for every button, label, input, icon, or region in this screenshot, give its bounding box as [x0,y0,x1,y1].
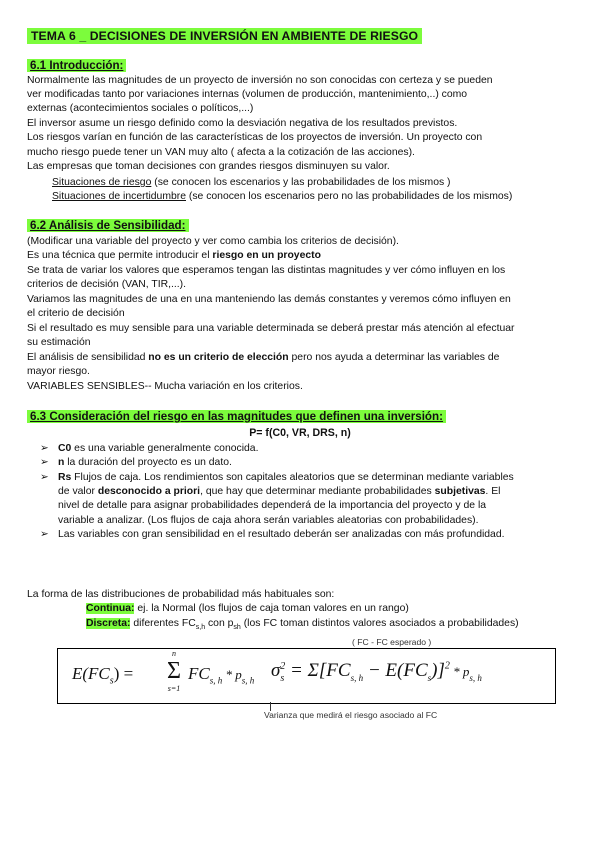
bold-text: subjetivas [434,486,486,497]
bold-text: Rs [58,472,72,483]
discrete-label: Discreta: [86,618,131,629]
paragraph-line: Si el resultado es muy sensible para una variable determinada se deberá prestar más atención al efectuar [27,323,515,334]
paragraph-line: su estimación [27,337,91,348]
text-run: Flujos de caja. Los rendimientos son capitales aleatorios que se determinan mediante variables [71,472,514,483]
arrow-bullet-icon: ➢ [40,443,49,454]
text-run: pero nos ayuda a determinar las variables de [288,352,500,363]
expected-value-terms [188,664,254,685]
text-run: , que hay que determinar mediante probabilidades [200,486,435,497]
text-run: . El [485,486,501,497]
subscript: s [109,675,114,687]
arrow-bullet-icon: ➢ [40,457,49,468]
section-heading-introduction: 6.1 Introducción: [27,59,126,72]
superscript: 2 [444,660,450,672]
subscript: s, h [209,675,223,686]
variance-formula [271,660,482,684]
subscript: s, h [241,675,255,686]
page-title: TEMA 6 _ DECISIONES DE INVERSIÓN EN AMBIENTE DE RIESGO [27,28,422,44]
section-heading-risk-magnitudes: 6.3 Consideración del riesgo en las magnitudes que definen una inversión: [27,410,446,423]
bold-text: C0 [58,443,72,454]
uncertainty-situation-desc: (se conocen los escenarios pero no las probabilidades de los mismos) [186,191,513,202]
paragraph-line: mayor riesgo. [27,366,90,377]
expected-value-formula [72,664,133,686]
paragraph-line: Las empresas que toman decisiones con grandes riesgos disminuyen su valor. [27,161,390,172]
sum-upper-limit: n [172,649,176,658]
paragraph-line: El inversor asume un riesgo definido como la desviación negativa de los resultados previstos. [27,118,458,129]
text-run: = Σ[FC [285,660,351,681]
continuous-label: Continua: [86,603,135,614]
text-run: con p [205,618,234,629]
text-run: ) = [113,664,134,683]
bold-text: no es un criterio de elección [148,352,289,363]
text-run: σ [271,660,281,681]
text-run: de valor [58,486,98,497]
subscript: s,h [195,624,206,632]
section-heading-sensitivity: 6.2 Análisis de Sensibilidad: [27,219,189,232]
bold-text: desconocido a priori [97,486,201,497]
text-run: (los FC toman distintos valores asociados a probabilidades) [240,618,519,629]
bold-text: riesgo en un proyecto [212,250,321,261]
paragraph-line [27,249,321,262]
function-formula: P= f(C0, VR, DRS, n) [249,427,351,439]
text-run: nivel de detalle para asignar probabilidades dependerá de la importancia del proyecto y de la [58,500,487,511]
formula-box [57,648,556,704]
text-run: FC [188,664,210,683]
continuous-text: ej. la Normal (los flujos de caja toman valores en un rango) [134,603,409,614]
paragraph-line: mucho riesgo puede tener un VAN muy alto ( afecta a la cotización de las acciones). [27,147,415,158]
paragraph-line: Se trata de variar los valores que esperamos tengan las distintas magnitudes y ver cómo influyen en los [27,265,506,276]
summation-icon: Σ [167,658,181,684]
subscript: s [427,672,432,683]
text-run: diferentes FC [130,618,196,629]
text-run: * p [449,664,470,679]
distributions-intro: La forma de las distribuciones de probabilidad más habituales son: [27,589,335,600]
arrow-bullet-icon: ➢ [40,529,49,540]
superscript: 2 [280,660,286,672]
sum-lower-limit: s=1 [167,684,181,693]
text-run: Las variables con gran sensibilidad en el resultado deberán ser analizadas con más profundidad. [58,529,505,540]
paragraph-line: externas (acontecimientos sociales o políticos,...) [27,103,254,114]
paragraph-line: VARIABLES SENSIBLES-- Mucha variación en los criterios. [27,381,303,392]
subscript: s, h [469,672,482,683]
text-run: Es una técnica que permite introducir el [27,250,213,261]
text-run: − E(FC [363,660,428,681]
paragraph-line [27,351,499,364]
paragraph-line: ver modificadas tanto por variaciones internas (volumen de producción, mantenimiento,..) como [27,89,468,100]
paragraph-line: Normalmente las magnitudes de un proyecto de inversión no son conocidas con certeza y se pueden [27,75,493,86]
paragraph-line: el criterio de decisión [27,308,125,319]
uncertainty-situation-term: Situaciones de incertidumbre [52,191,186,202]
text-run: )] [431,660,445,681]
subscript: sh [233,624,241,632]
arrow-bullet-icon: ➢ [40,472,49,483]
paragraph-line: (Modificar una variable del proyecto y ver como cambia los criterios de decisión). [27,236,399,247]
paragraph-line: criterios de decisión (VAN, TIR,...). [27,279,186,290]
paragraph-line: Los riesgos varían en función de las características de los proyectos de inversión. Un proyecto con [27,132,483,143]
text-run: variable a analizar. (Los flujos de caja ahora serán variables aleatorias con probabilidades). [58,515,479,526]
text-run: * p [222,667,242,682]
text-run: El análisis de sensibilidad [27,352,149,363]
text-run: es una variable generalmente conocida. [71,443,259,454]
subscript: s, h [350,672,364,683]
uncertainty-situation-line [52,190,512,203]
continuous-distribution-line [86,602,409,615]
paragraph-line: Variamos las magnitudes de una en una manteniendo las demás constantes y veremos cómo influyen en [27,294,511,305]
risk-situation-line [52,176,451,189]
bold-text: n [58,457,65,468]
risk-situation-desc: (se conocen los escenarios y las probabilidades de los mismos ) [151,177,451,188]
risk-situation-term: Situaciones de riesgo [52,177,152,188]
text-run: la duración del proyecto es un dato. [64,457,232,468]
subscript: s [280,672,285,684]
variance-annotation: Varianza que medirá el riesgo asociado al FC [264,710,438,720]
deviation-annotation: ( FC - FC esperado ) [352,637,432,647]
discrete-distribution-line [86,617,519,634]
text-run: E(FC [72,664,110,683]
